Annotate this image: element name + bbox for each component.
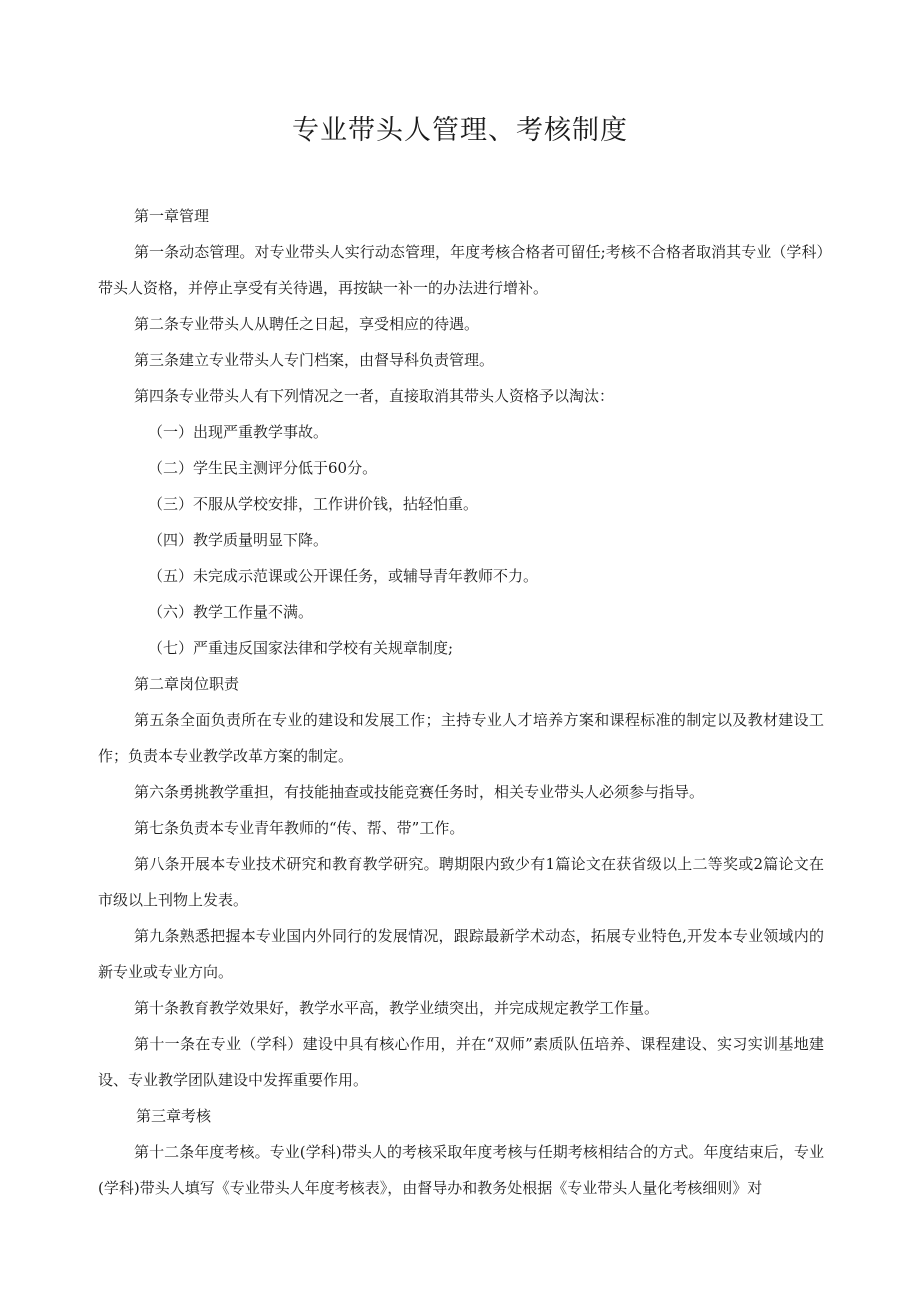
list-item: （五）未完成示范课或公开课任务，或辅导青年教师不力。 (148, 567, 539, 585)
list-item: （四）教学质量明显下降。 (148, 531, 329, 549)
article-paragraph: 第二条专业带头人从聘任之日起，享受相应的待遇。 (134, 315, 480, 333)
chapter-heading: 第二章岗位职责 (134, 675, 240, 693)
article-paragraph: 第十一条在专业（学科）建设中具有核心作用，并在“双师”素质队伍培养、课程建设、实习实训基地建设、专业教学团队建设中发挥重要作用。 (98, 1035, 824, 1089)
document-title: 专业带头人管理、考核制度 (292, 115, 628, 146)
list-item: （二）学生民主测评分低于60分。 (148, 459, 378, 477)
article-paragraph: 第九条熟悉把握本专业国内外同行的发展情况，跟踪最新学术动态，拓展专业特色,开发本专业领域内的新专业或专业方向。 (98, 927, 824, 981)
article-paragraph: 第七条负责本专业青年教师的“传、帮、带”工作。 (134, 819, 465, 837)
article-paragraph: 第十二条年度考核。专业(学科)带头人的考核采取年度考核与任期考核相结合的方式。年度结束后，专业(学科)带头人填写《专业带头人年度考核表》，由督导办和教务处根据《专业带头人量化考核细则》对 (98, 1143, 824, 1197)
list-item: （七）严重违反国家法律和学校有关规章制度; (148, 639, 454, 657)
article-paragraph: 第八条开展本专业技术研究和教育教学研究。聘期限内致少有1篇论文在获省级以上二等奖或2篇论文在市级以上刊物上发表。 (98, 855, 824, 909)
chapter-heading: 第三章考核 (136, 1107, 212, 1125)
chapter-heading: 第一章管理 (134, 207, 210, 225)
article-paragraph: 第三条建立专业带头人专门档案，由督导科负责管理。 (134, 351, 495, 369)
article-paragraph: 第四条专业带头人有下列情况之一者，直接取消其带头人资格予以淘汰： (134, 387, 615, 405)
list-item: （六）教学工作量不满。 (148, 603, 314, 621)
list-item: （一）出现严重教学事故。 (148, 423, 329, 441)
document-body (98, 198, 824, 1206)
article-paragraph: 第十条教育教学效果好，教学水平高，教学业绩突出，并完成规定教学工作量。 (134, 999, 660, 1017)
list-item: （三）不服从学校安排，工作讲价钱，拈轻怕重。 (148, 495, 479, 513)
article-paragraph: 第六条勇挑教学重担，有技能抽查或技能竞赛任务时，相关专业带头人必须参与指导。 (134, 783, 705, 801)
article-paragraph: 第五条全面负责所在专业的建设和发展工作；主持专业人才培养方案和课程标准的制定以及教材建设工作；负责本专业教学改革方案的制定。 (98, 711, 824, 765)
article-paragraph: 第一条动态管理。对专业带头人实行动态管理，年度考核合格者可留任;考核不合格者取消其专业（学科）带头人资格，并停止享受有关待遇，再按缺一补一的办法进行增补。 (98, 243, 824, 297)
